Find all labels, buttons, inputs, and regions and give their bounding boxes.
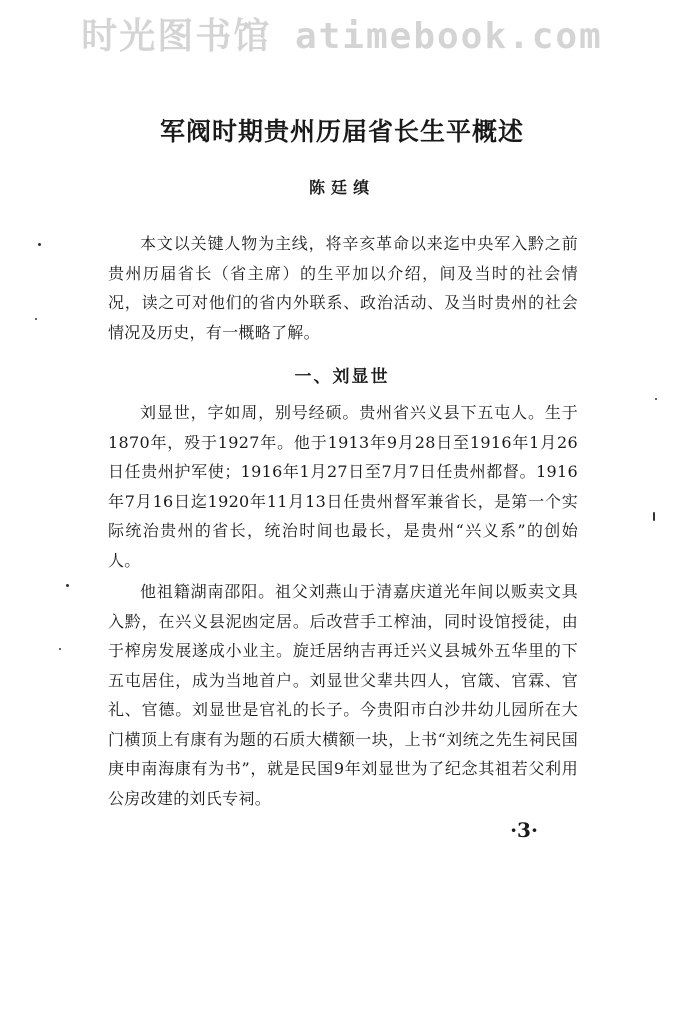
scan-speck — [35, 318, 37, 320]
watermark: 时光图书馆 atimebook.com — [81, 16, 603, 57]
scan-speck — [59, 648, 61, 650]
body-paragraph-1: 刘显世，字如周，别号经硕。贵州省兴义县下五屯人。生于1870年，殁于1927年。他于1913年9月28日至1916年1月26日任贵州护军使；1916年1月27日至7月7日任贵州都督。1916年7月16日迄1920年11月13日任贵州督军兼省长，是第一个实际统治贵州的省长，统治时间也最长，是贵州“兴义系”的创始人。 — [108, 403, 578, 570]
scan-speck — [655, 398, 657, 400]
page-number: ·3· — [510, 818, 538, 842]
author-name: 陈廷缜 — [308, 178, 375, 197]
scan-speck — [653, 512, 655, 521]
intro-paragraph: 本文以关键人物为主线，将辛亥革命以来迄中央军入黔之前贵州历届省长（省主席）的生平加以介绍，间及当时的社会情况，读之可对他们的省内外联系、政治活动、及当时贵州的社会情况及历史，有一概略了解。 — [108, 234, 578, 342]
body-paragraph-2: 他祖籍湖南邵阳。祖父刘燕山于清嘉庆道光年间以贩卖文具入黔，在兴义县泥凼定居。后改营手工榨油，同时设馆授徒，由于榨房发展遂成小业主。旋迁居纳吉再迁兴义县城外五华里的下五屯居住，成为当地首户。刘显世父辈共四人，官箴、官霖、官礼、官德。刘显世是官礼的长子。今贵阳市白沙井幼儿园所在大门横顶上有康有为题的石质大横额一块，上书“刘统之先生祠民国庚申南海康有为书”，就是民国9年刘显世为了纪念其祖若父利用公房改建的刘氏专祠。 — [108, 582, 578, 808]
section-heading: 一、刘显世 — [294, 367, 390, 387]
article-title: 军阀时期贵州历届省长生平概述 — [159, 117, 524, 146]
scan-speck — [38, 243, 41, 246]
scan-speck — [66, 584, 69, 587]
